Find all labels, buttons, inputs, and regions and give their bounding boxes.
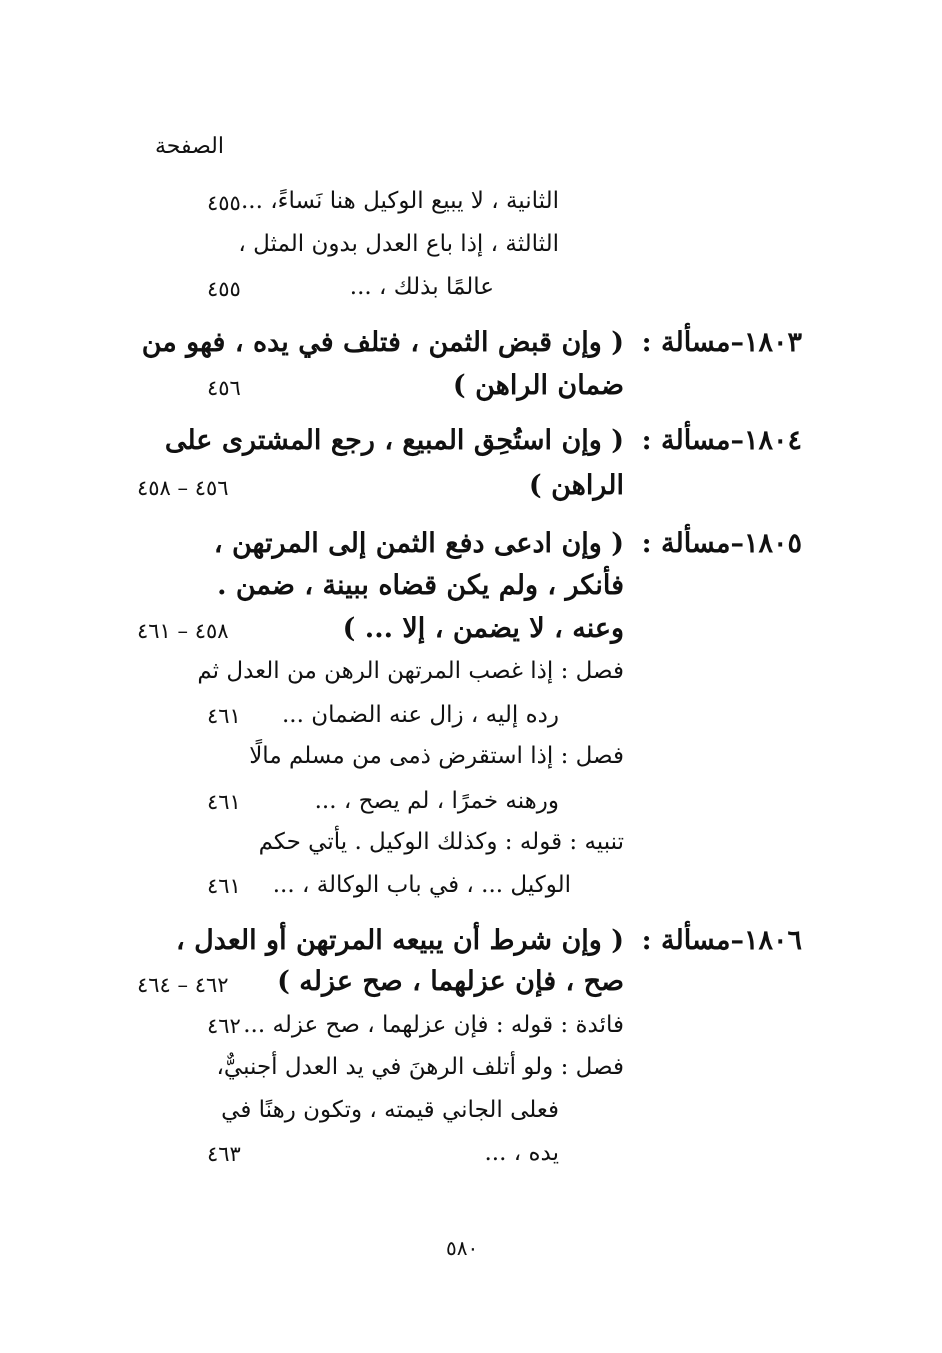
page-number: ٤٥٥ (207, 277, 241, 301)
entry-line: ( وإن قبض الثمن ، فتلف في يده ، فهو من (141, 327, 624, 358)
entry-line: ورهنه خمرًا ، لم يصح ، ... (314, 788, 559, 814)
entry-heading: ١٨٠٦–مسألة : (641, 925, 802, 956)
column-header-page: الصفحة (154, 134, 224, 159)
entry-line: ( وإن شرط أن يبيعه المرتهن أو العدل ، (175, 925, 624, 956)
entry-line: فأنكر ، ولم يكن قضاه ببينة ، ضمن . (217, 570, 624, 601)
entry-line: الوكيل ... ، في باب الوكالة ، ... (272, 872, 571, 898)
page-folio: ٥٨٠ (446, 1236, 479, 1260)
entry-heading: ١٨٠٤–مسألة : (641, 425, 802, 456)
page-number: ٤٥٦ (207, 376, 241, 400)
entry-line: تنبيه : قوله : وكذلك الوكيل . يأتي حكم (258, 829, 624, 855)
entry-line: وعنه ، لا يضمن ، إلا ... ) (342, 613, 624, 644)
page-number: ٤٥٦ – ٤٥٨ (137, 476, 229, 500)
entry-line: الثالثة ، إذا باع العدل بدون المثل ، (238, 231, 559, 257)
entry-line: صح ، فإن عزلهما ، صح عزله ) (277, 966, 624, 997)
entry-line: ( وإن ادعى دفع الثمن إلى المرتهن ، (213, 528, 624, 559)
page-number: ٤٦٣ (207, 1142, 241, 1166)
page-number: ٤٦٢ (207, 1014, 241, 1038)
entry-line: عالمًا بذلك ، ... (349, 274, 494, 300)
page-number: ٤٦١ (207, 704, 241, 728)
entry-line: فصل : ولو أتلف الرهنَ في يد العدل أجنبيٌّ، (216, 1054, 624, 1080)
entry-line: فصل : إذا غصب المرتهن الرهن من العدل ثم (197, 658, 624, 684)
entry-line: يده ، ... (484, 1140, 559, 1166)
entry-line: فائدة : قوله : فإن عزلهما ، صح عزله ... (243, 1012, 624, 1038)
entry-line: فصل : إذا استقرض ذمى من مسلم مالًا (249, 743, 624, 769)
page-number: ٤٦١ (207, 874, 241, 898)
page-number: ٤٥٥ (207, 191, 241, 215)
entry-heading: ١٨٠٥–مسألة : (641, 528, 802, 559)
entry-line: فعلى الجاني قيمته ، وتكون رهنًا في (221, 1097, 559, 1123)
page-number: ٤٦٢ – ٤٦٤ (137, 973, 229, 997)
entry-line: ( وإن استُحِق المبيع ، رجع المشترى على (164, 425, 624, 456)
page-number: ٤٥٨ – ٤٦١ (137, 619, 229, 643)
entry-line: رده إليه ، زال عنه الضمان ... (281, 702, 559, 728)
entry-line: ضمان الراهن ) (452, 370, 624, 401)
entry-line: الثانية ، لا يبيع الوكيل هنا نَساءً، ... (240, 188, 559, 214)
entry-line: الراهن ) (528, 470, 624, 501)
entry-heading: ١٨٠٣–مسألة : (641, 327, 802, 358)
page-number: ٤٦١ (207, 790, 241, 814)
